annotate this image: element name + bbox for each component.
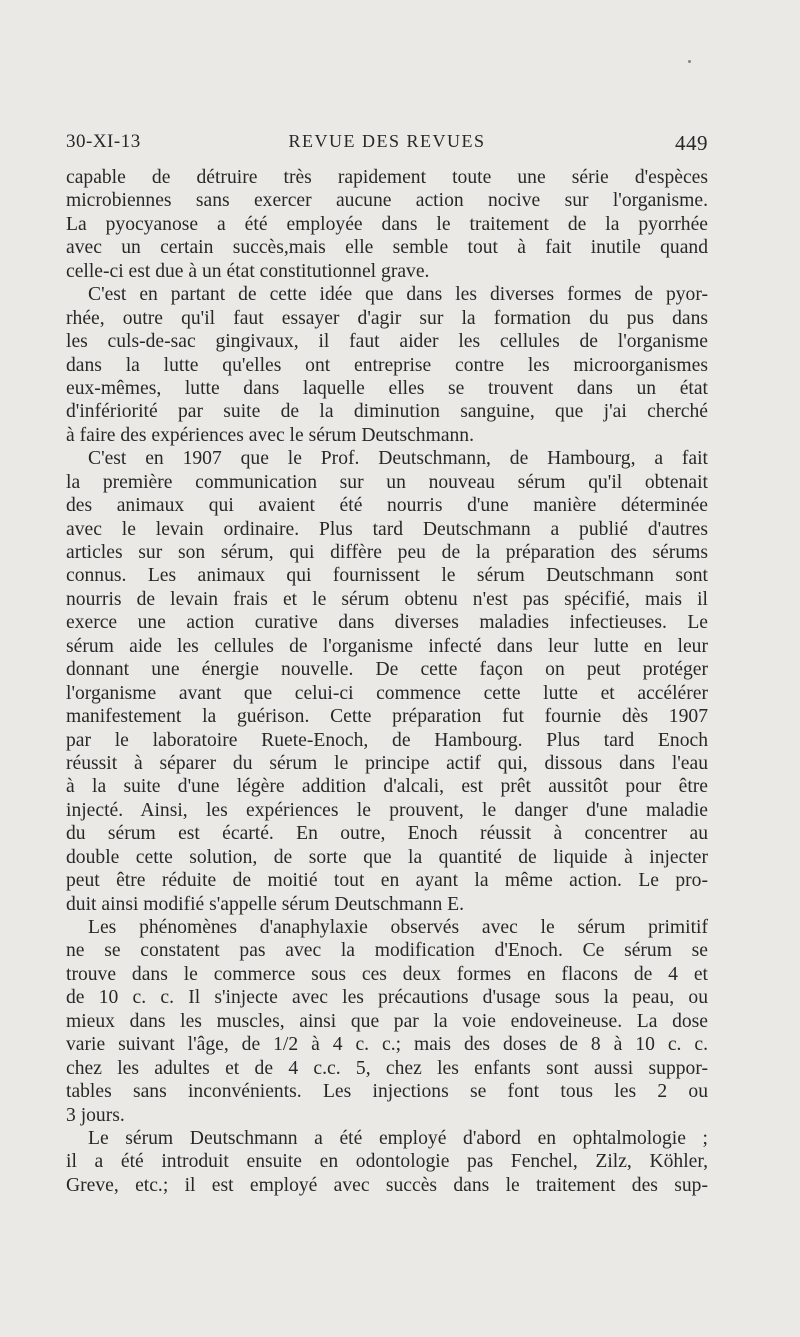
text-line: La pyocyanose a été employée dans le traitement de la pyorrhée bbox=[66, 213, 708, 235]
text-line: la première communication sur un nouveau sérum qu'il obtenait bbox=[66, 471, 708, 493]
text-line: C'est en 1907 que le Prof. Deutschmann, de Hambourg, a fait bbox=[88, 448, 708, 470]
text-line: trouve dans le commerce sous ces deux formes en flacons de 4 et bbox=[66, 963, 708, 985]
text-line: capable de détruire très rapidement toute une série d'espèces bbox=[66, 167, 708, 188]
page-number: 449 bbox=[675, 131, 708, 155]
text-line: C'est en partant de cette idée que dans les diverses formes de pyor- bbox=[88, 284, 708, 306]
text-line: nourris de levain frais et le sérum obtenu n'est pas spécifié, mais il bbox=[66, 588, 708, 610]
text-line: varie suivant l'âge, de 1/2 à 4 c. c.; mais des doses de 8 à 10 c. c. bbox=[66, 1034, 708, 1056]
running-title: REVUE DES REVUES bbox=[288, 131, 486, 151]
text-line: à faire des expériences avec le sérum Deutschmann. bbox=[66, 424, 475, 446]
text-line: exerce une action curative dans diverses maladies infectieuses. Le bbox=[66, 612, 708, 634]
text-line: Greve, etc.; il est employé avec succès dans le traitement des sup- bbox=[66, 1174, 708, 1196]
text-line: par le laboratoire Ruete-Enoch, de Hambourg. Plus tard Enoch bbox=[66, 729, 708, 751]
text-line: tables sans inconvénients. Les injections se font tous les 2 ou bbox=[66, 1081, 708, 1103]
text-line: dans la lutte qu'elles ont entreprise contre les microorganismes bbox=[66, 354, 708, 376]
body-text bbox=[66, 166, 708, 1197]
text-line: mieux dans les muscles, ainsi que par la voie endoveineuse. La dose bbox=[66, 1010, 708, 1032]
text-line: il a été introduit ensuite en odontologie pas Fenchel, Zilz, Köhler, bbox=[66, 1151, 708, 1173]
header-date: 30-XI-13 bbox=[66, 131, 141, 152]
text-line: connus. Les animaux qui fournissent le sérum Deutschmann sont bbox=[66, 565, 708, 587]
text-line: injecté. Ainsi, les expériences le prouvent, le danger d'une maladie bbox=[66, 799, 708, 821]
text-line: double cette solution, de sorte que la quantité de liquide à injecter bbox=[66, 846, 708, 868]
text-line: des animaux qui avaient été nourris d'une manière déterminée bbox=[66, 495, 708, 517]
text-line: peut être réduite de moitié tout en ayant la même action. Le pro- bbox=[66, 870, 708, 892]
text-line: microbiennes sans exercer aucune action nocive sur l'organisme. bbox=[66, 190, 708, 212]
text-line: 3 jours. bbox=[66, 1104, 125, 1126]
text-line: articles sur son sérum, qui diffère peu de la préparation des sérums bbox=[66, 542, 708, 563]
text-line: les culs-de-sac gingivaux, il faut aider les cellules de l'organisme bbox=[66, 331, 708, 353]
text-line: chez les adultes et de 4 c.c. 5, chez les enfants sont aussi suppor- bbox=[66, 1057, 708, 1079]
text-line: eux-mêmes, lutte dans laquelle elles se trouvent dans un état bbox=[66, 377, 708, 399]
text-line: celle-ci est due à un état constitutionnel grave. bbox=[66, 260, 430, 282]
text-line: avec le levain ordinaire. Plus tard Deutschmann a publié d'autres bbox=[66, 518, 708, 540]
text-line: rhée, outre qu'il faut essayer d'agir sur la formation du pus dans bbox=[66, 307, 708, 329]
text-line: Le sérum Deutschmann a été employé d'abord en ophtalmologie ; bbox=[88, 1127, 708, 1149]
text-line: avec un certain succès,mais elle semble tout à fait inutile quand bbox=[66, 237, 708, 259]
text-line: ne se constatent pas avec la modification d'Enoch. Ce sérum se bbox=[66, 940, 708, 962]
text-line: manifestement la guérison. Cette préparation fut fournie dès 1907 bbox=[66, 706, 708, 728]
text-line: de 10 c. c. Il s'injecte avec les précautions d'usage sous la peau, ou bbox=[66, 987, 708, 1009]
text-line: du sérum est écarté. En outre, Enoch réussit à concentrer au bbox=[66, 823, 708, 845]
page-header bbox=[66, 131, 708, 157]
paper-speck bbox=[688, 60, 691, 63]
text-line: duit ainsi modifié s'appelle sérum Deutschmann E. bbox=[66, 893, 465, 915]
text-line: à la suite d'une légère addition d'alcali, est prêt aussitôt pour être bbox=[66, 776, 708, 798]
text-line: d'infériorité par suite de la diminution sanguine, que j'ai cherché bbox=[66, 401, 708, 423]
text-line: réussit à séparer du sérum le principe actif qui, dissous dans l'eau bbox=[66, 752, 708, 774]
text-line: l'organisme avant que celui-ci commence cette lutte et accélérer bbox=[66, 682, 708, 704]
text-line: Les phénomènes d'anaphylaxie observés avec le sérum primitif bbox=[88, 917, 708, 938]
text-line: sérum aide les cellules de l'organisme infecté dans leur lutte en leur bbox=[66, 635, 708, 657]
text-line: donnant une énergie nouvelle. De cette façon on peut protéger bbox=[66, 659, 708, 681]
